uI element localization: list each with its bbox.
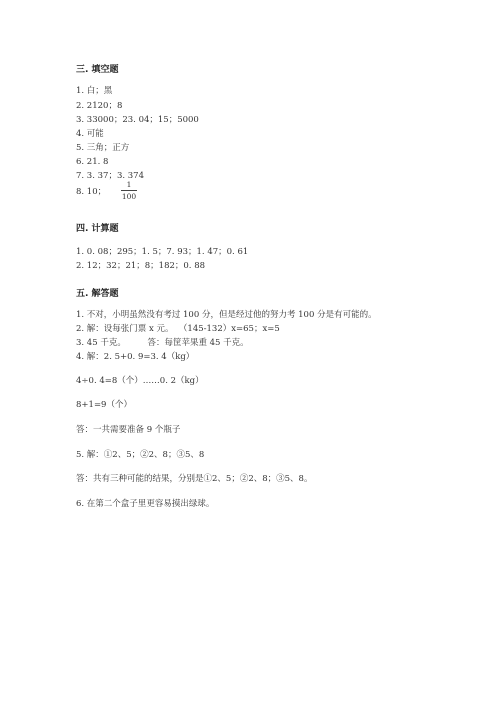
answer-line: 2. 2120；8 (76, 101, 123, 111)
answer-line: 2. 解：设每张门票 x 元。 （145-132）x=65；x=5 (76, 324, 280, 334)
section-calculation-title: 四. 计算题 (76, 224, 119, 234)
answer-line: 8+1=9（个） (76, 400, 132, 410)
answer-line: 2. 12；32；21；8；182；0. 88 (76, 261, 206, 271)
fraction-denominator: 100 (121, 192, 137, 201)
answer-line: 4. 解：2. 5+0. 9=3. 4（kg） (76, 352, 195, 362)
answer-line: 8. 10； (76, 187, 107, 197)
answer-line: 答：共有三种可能的结果，分别是①2、5；②2、8；③5、8。 (76, 474, 313, 484)
answer-line: 3. 33000；23. 04；15；5000 (76, 115, 199, 125)
answer-line: 6. 在第二个盒子里更容易摸出绿球。 (76, 499, 215, 509)
section-word-problems-title: 五. 解答题 (76, 289, 119, 299)
answer-line: 4. 可能 (76, 129, 104, 139)
answer-line: 答：一共需要准备 9 个瓶子 (76, 425, 181, 435)
fraction-numerator: 1 (126, 180, 132, 189)
answer-line: 1. 不对，小明虽然没有考过 100 分，但是经过他的努力考 100 分是有可能的。 (76, 310, 377, 320)
answer-line: 6. 21. 8 (76, 157, 109, 167)
answer-line: 1. 白；黑 (76, 86, 113, 96)
answer-line: 4÷0. 4=8（个）……0. 2（kg） (76, 376, 204, 386)
answer-line: 5. 三角；正方 (76, 143, 130, 153)
section-fill-blank-title: 三. 填空题 (76, 65, 119, 75)
answer-line: 7. 3. 37；3. 374 (76, 171, 144, 181)
fraction-bar (121, 190, 137, 191)
answer-line: 5. 解：①2、5；②2、8；③5、8 (76, 450, 205, 460)
fraction (121, 180, 137, 201)
answer-line: 3. 45 千克。 答：每筐苹果重 45 千克。 (76, 338, 249, 348)
answer-line: 1. 0. 08；295；1. 5；7. 93；1. 47；0. 61 (76, 247, 249, 257)
